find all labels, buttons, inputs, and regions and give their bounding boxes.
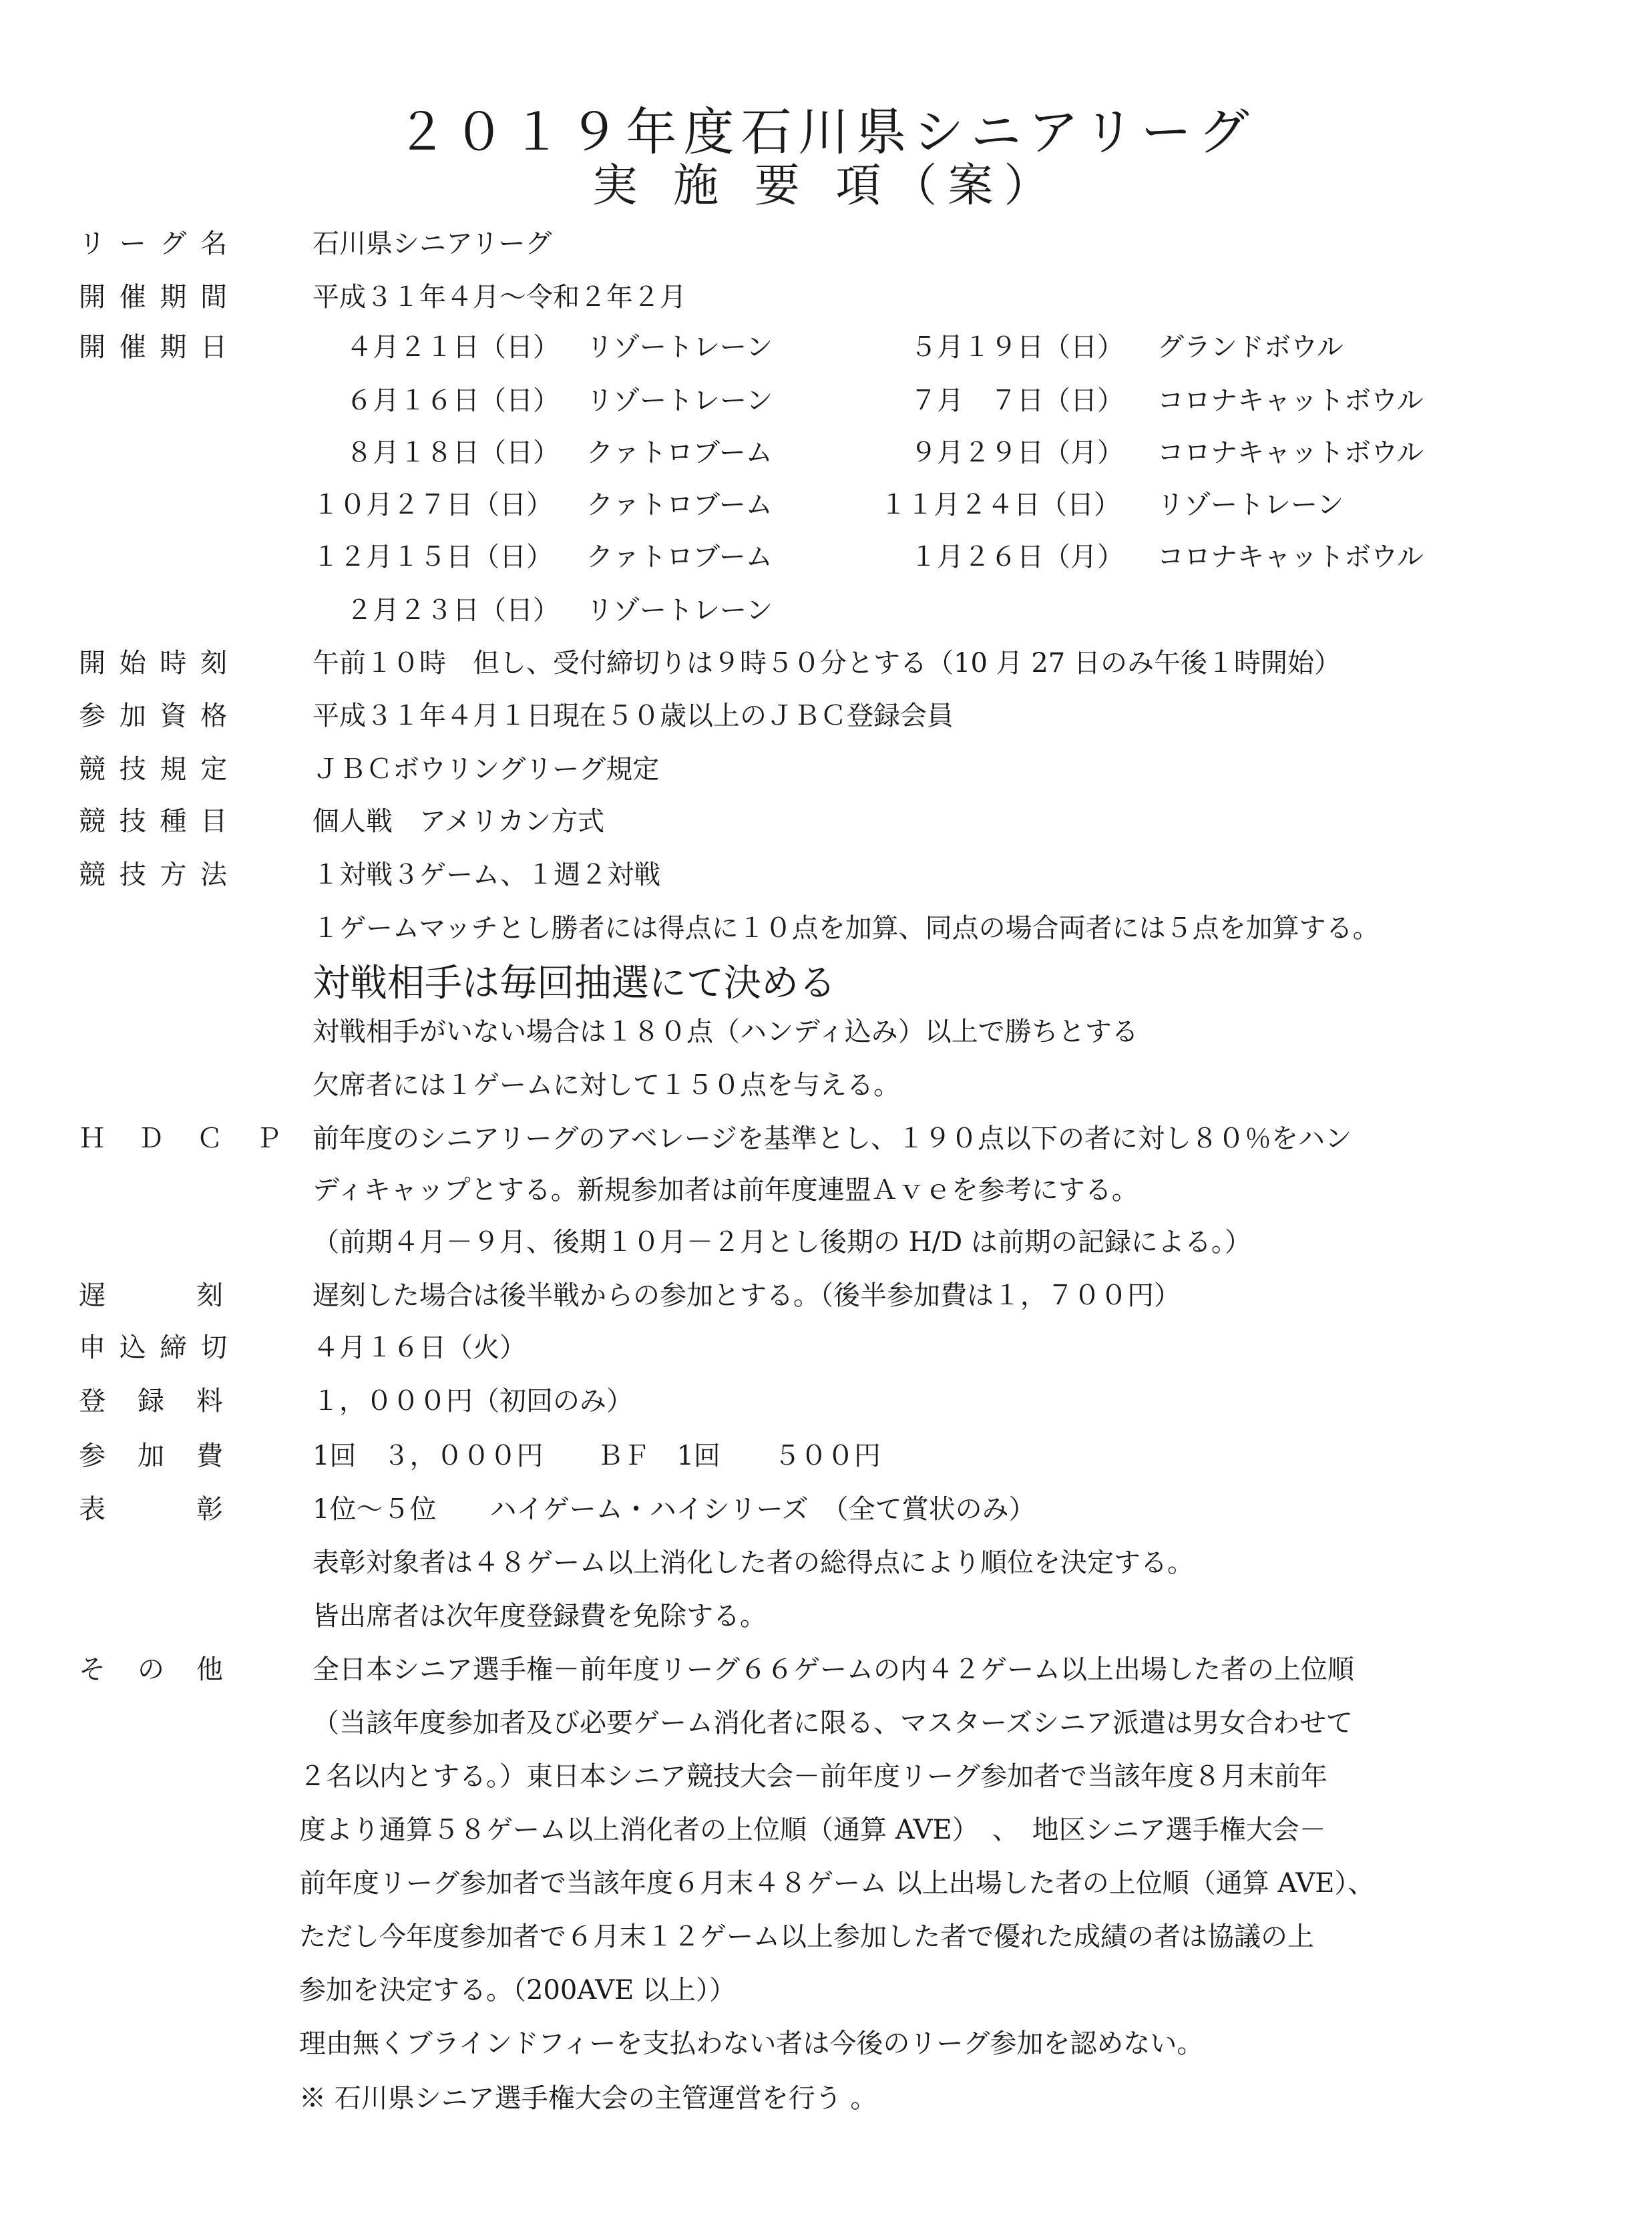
other-line: 度より通算５８ゲーム以上消化者の上位順（通算 AVE） 、 地区シニア選手権大会－ (299, 1815, 1326, 1845)
method-line: １ゲームマッチとし勝者には得点に１０点を加算、同点の場合両者には５点を加算する。 (313, 913, 1380, 944)
other-line: 参加を決定する。（200AVE 以上）） (299, 1975, 737, 2006)
other-line: 前年度リーグ参加者で当該年度６月末４８ゲーム 以上出場した者の上位順（通算 AVE）、 (299, 1868, 1375, 1899)
schedule-venue: リゾートレーン (1157, 490, 1344, 520)
label-dates: 開 催 期 日 (79, 332, 230, 363)
schedule-date: ５月１９日（日） (910, 332, 1124, 363)
schedule-venue: コロナキャットボウル (1157, 542, 1424, 572)
other-line: 全日本シニア選手権－前年度リーグ６６ゲームの内４２ゲーム以上出場した者の上位順 (313, 1654, 1354, 1685)
award-line: 表彰対象者は４８ゲーム以上消化した者の総得点により順位を決定する。 (313, 1547, 1194, 1578)
label-deadline: 申 込 締 切 (79, 1332, 230, 1363)
rules-value: ＪＢＣボウリングリーグ規定 (313, 754, 660, 785)
schedule-venue: コロナキャットボウル (1157, 437, 1424, 468)
schedule-date: ４月２１日（日） (346, 332, 560, 363)
label-league-name: リ ー グ 名 (79, 228, 230, 259)
other-line: （当該年度参加者及び必要ゲーム消化者に限る、マスターズシニア派遣は男女合わせて (313, 1708, 1353, 1738)
schedule-date: １１月２４日（日） (880, 490, 1120, 520)
label-method: 競 技 方 法 (79, 860, 230, 890)
label-fee: 参 加 費 (79, 1441, 226, 1471)
schedule-date: ６月１６日（日） (346, 385, 560, 416)
schedule-venue: クァトロブーム (586, 437, 773, 468)
label-start-time: 開 始 時 刻 (79, 648, 230, 679)
schedule-date: ８月１８日（日） (346, 437, 560, 468)
event-type-value: 個人戦 アメリカン方式 (313, 806, 605, 837)
label-late: 遅 刻 (79, 1280, 226, 1311)
hdcp-line: ディキャップとする。新規参加者は前年度連盟Ａｖｅを参考にする。 (313, 1175, 1139, 1205)
schedule-date: ９月２９日（月） (910, 437, 1124, 468)
method-line: 対戦相手がいない場合は１８０点（ハンディ込み）以上で勝ちとする (313, 1016, 1139, 1047)
label-award: 表 彰 (79, 1494, 226, 1525)
label-period: 開 催 期 間 (79, 282, 230, 313)
other-line: ２名以内とする。）東日本シニア競技大会－前年度リーグ参加者で当該年度８月末前年 (299, 1761, 1327, 1792)
label-hdcp: Ｈ Ｄ Ｃ Ｐ (79, 1123, 284, 1154)
schedule-date: １月２６日（月） (910, 542, 1124, 572)
hdcp-line: （前期４月－９月、後期１０月－２月とし後期の H/D は前期の記録による。） (313, 1227, 1251, 1258)
registration-value: １，０００円（初回のみ） (313, 1386, 633, 1417)
label-eligibility: 参 加 資 格 (79, 701, 230, 731)
late-value: 遅刻した場合は後半戦からの参加とする。（後半参加費は１，７００円） (313, 1280, 1181, 1311)
label-rules: 競 技 規 定 (79, 754, 230, 785)
eligibility-value: 平成３１年４月１日現在５０歳以上のＪＢＣ登録会員 (313, 701, 954, 731)
schedule-venue: コロナキャットボウル (1157, 385, 1424, 416)
method-line: １対戦３ゲーム、１週２対戦 (313, 860, 661, 890)
league-name-value: 石川県シニアリーグ (313, 228, 552, 259)
schedule-venue: クァトロブーム (586, 490, 773, 520)
period-value: 平成３１年４月～令和２年２月 (313, 282, 686, 313)
label-other: そ の 他 (79, 1654, 226, 1685)
other-line: ただし今年度参加者で６月末１２ゲーム以上参加した者で優れた成績の者は協議の上 (299, 1921, 1314, 1952)
schedule-venue: グランドボウル (1157, 332, 1344, 363)
award-line: 1位～５位 ハイゲーム・ハイシリーズ （全て賞状のみ） (313, 1494, 1036, 1525)
deadline-value: ４月１６日（火） (313, 1332, 526, 1363)
label-event-type: 競 技 種 目 (79, 806, 230, 837)
schedule-date: １０月２７日（日） (313, 490, 553, 520)
schedule-date: １２月１５日（日） (313, 542, 553, 572)
fee-value: 1回 ３，０００円 ＢＦ 1回 ５００円 (313, 1441, 881, 1471)
page-title: ２０１９年度石川県シニアリーグ (396, 102, 1256, 162)
other-line: ※ 石川県シニア選手権大会の主管運営を行う 。 (299, 2083, 877, 2114)
start-time-value: 午前１０時 但し、受付締切りは９時５０分とする（10 月 27 日のみ午後１時開始） (313, 648, 1341, 679)
hdcp-line: 前年度のシニアリーグのアベレージを基準とし、１９０点以下の者に対し８０％をハン (313, 1123, 1352, 1154)
schedule-venue: リゾートレーン (586, 595, 773, 626)
method-line: 欠席者には１ゲームに対して１５０点を与える。 (313, 1070, 900, 1101)
schedule-venue: リゾートレーン (586, 385, 773, 416)
schedule-date: ２月２３日（日） (346, 595, 560, 626)
schedule-venue: クァトロブーム (586, 542, 773, 572)
schedule-venue: リゾートレーン (586, 332, 773, 363)
schedule-date: ７月 ７日（日） (910, 385, 1124, 416)
other-line: 理由無くブラインドフィーを支払わない者は今後のリーグ参加を認めない。 (299, 2028, 1204, 2059)
label-registration: 登 録 料 (79, 1386, 226, 1417)
page-subtitle: 実 施 要 項（案） (592, 160, 1060, 212)
method-line: 対戦相手は毎回抽選にて決める (313, 962, 836, 1005)
award-line: 皆出席者は次年度登録費を免除する。 (313, 1601, 767, 1632)
